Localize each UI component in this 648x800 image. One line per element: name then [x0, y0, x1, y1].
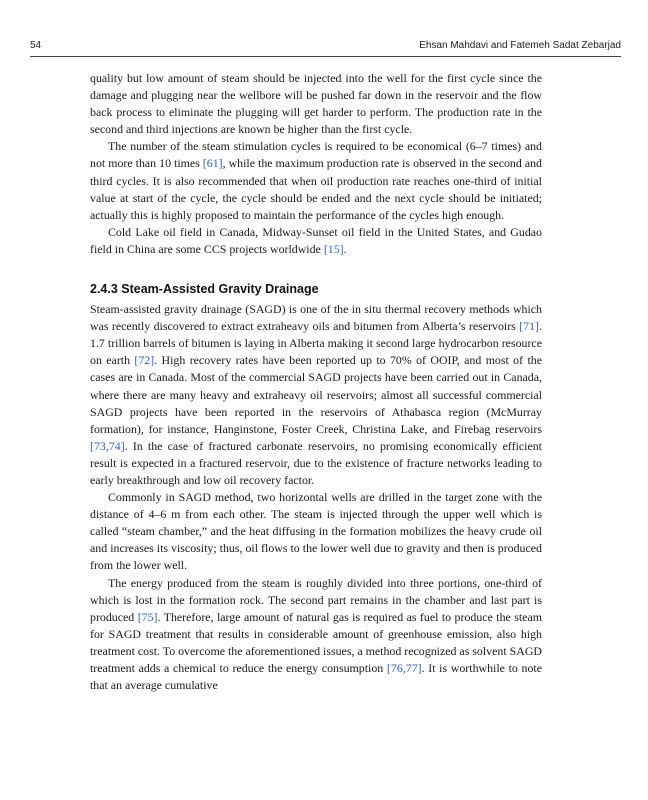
citation-link[interactable]: [72] — [134, 353, 155, 368]
citation-link[interactable]: [76,77] — [386, 661, 422, 675]
running-header — [30, 40, 621, 56]
body-text — [90, 70, 542, 694]
citation-link[interactable]: [61] — [202, 156, 223, 171]
citation-link[interactable]: [75] — [137, 609, 158, 624]
paragraph-sagd-energy: The energy produced from the steam is roughly divided into three portions, one-third of which is lost in the formation rock. The second part remains in the chamber and last part is produced [75]. Therefore, large amount of natural gas is required as fuel to produce the steam for SAGD treatment that results in considerable amount of greenhouse emission, also high treatment cost. To overcome the aforementioned issues, a method recognized as solvent SAGD treatment adds a chemical to reduce the energy consumption [76,77]. It is worthwhile to note that an average cumulative — [90, 575, 542, 693]
paragraph-ccs-projects: Cold Lake oil field in Canada, Midway-Sunset oil field in the United States, and Gudao field in China are some CCS projects worldwide [15]. — [90, 224, 542, 256]
paragraph-continued: quality but low amount of steam should be injected into the well for the first cycle since the damage and plugging near the wellbore will be pushed far down in the reservoir and the flow back process to eliminate the plugging will get harder to perform. The production rate in the second and third injections are known be higher than the first cycle. — [90, 71, 542, 137]
section-heading: 2.4.3 Steam-Assisted Gravity Drainage — [90, 282, 319, 297]
citation-link[interactable]: [73,74] — [90, 438, 125, 453]
citation-link[interactable]: [71] — [519, 319, 540, 334]
running-header-authors: Ehsan Mahdavi and Fatemeh Sadat Zebarjad — [419, 40, 621, 51]
citation-link[interactable]: [15] — [323, 241, 344, 256]
paragraph-sagd-intro: Steam-assisted gravity drainage (SAGD) is one of the in situ thermal recovery methods which was recently discovered to extract extraheavy oils and bitumen from Alberta’s reservoirs [71]. 1.7 trillion barrels of bitumen is laying in Alberta making it second large hydrocarbon resource on earth [72]. High recovery rates have been reported up to 70% of OOIP, and most of the cases are in Canada. Most of the commercial SAGD projects have been carried out in Canada, where there are many heavy and extraheavy oil reservoirs; almost all successful commercial SAGD projects have been reported in the reservoirs of Athabasca region (McMurray formation), for instance, Hanginstone, Foster Creek, Christina Lake, and Firebag reservoirs [73,74]. In the case of fractured carbonate reservoirs, no promising economically efficient result is expected in a fractured reservoir, due to the existence of fracture networks leading to early breakthrough and low oil recovery factor. — [90, 302, 542, 487]
header-rule — [30, 56, 621, 57]
paragraph-stimulation-cycles: The number of the steam stimulation cycles is required to be economical (6–7 times) and not more than 10 times [61], while the maximum production rate is observed in the second and third cycles. It is also recommended that when oil production rate reaches one-third of initial value at start of the cycle, the cycle should be ended and the next cycle should be initiated; actually this is highly proposed to maintain the performance of the cycles high enough. — [90, 139, 542, 222]
page-number: 54 — [30, 40, 42, 51]
paragraph-sagd-wells: Commonly in SAGD method, two horizontal wells are drilled in the target zone with the distance of 4–6 m from each other. The steam is injected through the upper well which is called “steam chamber,” and the heat diffusing in the formation mobilizes the heavy crude oil and increases its viscosity; thus, oil flows to the lower well due to gravity and then is produced from the lower well. — [90, 490, 542, 573]
